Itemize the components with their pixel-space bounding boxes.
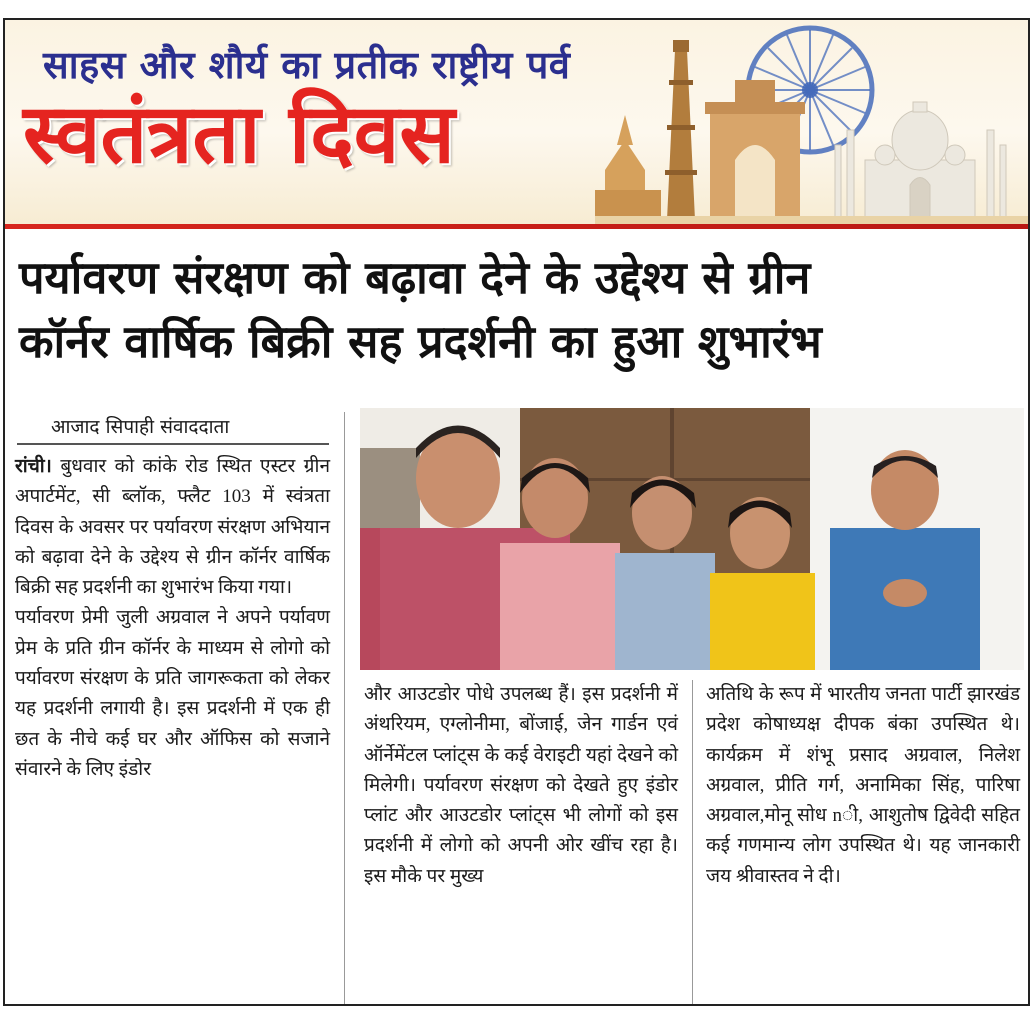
india-gate-icon	[705, 80, 805, 220]
taj-mahal-icon	[835, 102, 1006, 220]
newspaper-clipping	[3, 18, 1030, 1006]
qutub-minar-icon	[665, 40, 697, 220]
temple-icon	[595, 115, 661, 220]
article-column-2: और आउटडोर पोधे उपलब्ध हैं। इस प्रदर्शनी में अंथरियम, एग्लोनीमा, बोंजाई, जेन गार्डन एवं ऑर्नेमेंटल प्लांट्स के कई वेराइटी यहां देखने को मिलेगी। पर्यावरण संरक्षण को देखते हुए इंडोर प्लांट और आउटडोर प्लांट्स भी लोगों को इस प्रदर्शनी में लोगो को अपनी ओर खींच रहा है। इस मौके पर मुख्य	[364, 684, 678, 887]
paragraph-1: बुधवार को कांके रोड स्थित एस्टर ग्रीन अपार्टमेंट, सी ब्लॉक, फ्लैट 103 में स्वंत्रता दिवस के अवसर पर पर्यावरण संरक्षण अभियान को बढ़ावा देने के उद्देश्य से ग्रीन कॉर्नर वार्षिक बिक्री सह प्रदर्शनी का शुभारंभ किया गया।	[15, 456, 330, 599]
article-column-1	[15, 452, 330, 785]
headline-line-2: कॉर्नर वार्षिक बिक्री सह प्रदर्शनी का हुआ शुभारंभ	[19, 314, 822, 368]
banner-divider	[5, 224, 1028, 229]
event-photo-illustration	[360, 408, 1024, 670]
event-photo	[360, 408, 1024, 670]
headline-line-1: पर्यावरण संरक्षण को बढ़ावा देने के उद्देश्य से ग्रीन	[19, 251, 811, 304]
article-column-3: अतिथि के रूप में भारतीय जनता पार्टी झारखंड प्रदेश कोषाध्यक्ष दीपक बंका उपस्थित थे। कार्यक्रम में शंभू प्रसाद अग्रवाल, निलेश अग्रवाल, प्रीति गर्ग, अनामिका सिंह, पारिषा अग्रवाल,मोनू सोध nी, आशुतोष द्विवेदी सहित कई गणमान्य लोग उपस्थित थे। यह जानकारी जय श्रीवास्तव ने दी।	[706, 684, 1020, 887]
banner-title: स्वतंत्रता दिवस	[23, 87, 455, 182]
column-divider	[344, 412, 345, 1004]
monuments-illustration	[595, 20, 1028, 224]
article-headline	[19, 246, 1014, 374]
byline: आजाद सिपाही संवाददाता	[17, 411, 329, 445]
independence-day-banner	[5, 20, 1028, 224]
column-divider	[692, 680, 693, 1004]
dateline: रांची।	[15, 456, 52, 477]
paragraph-2: पर्यावरण प्रेमी जुली अग्रवाल ने अपने पर्यावण प्रेम के प्रति ग्रीन कॉर्नर के माध्यम से लोगो को पर्यावरण संरक्षण के प्रति जागरूकता को लेकर यह प्रदर्शनी लगायी है। इस प्रदर्शनी में एक ही छत के नीचे कई घर और ऑफिस को सजाने संवारने के लिए इंडोर	[15, 607, 330, 780]
banner-subtitle: साहस और शौर्य का प्रतीक राष्ट्रीय पर्व	[43, 43, 571, 87]
